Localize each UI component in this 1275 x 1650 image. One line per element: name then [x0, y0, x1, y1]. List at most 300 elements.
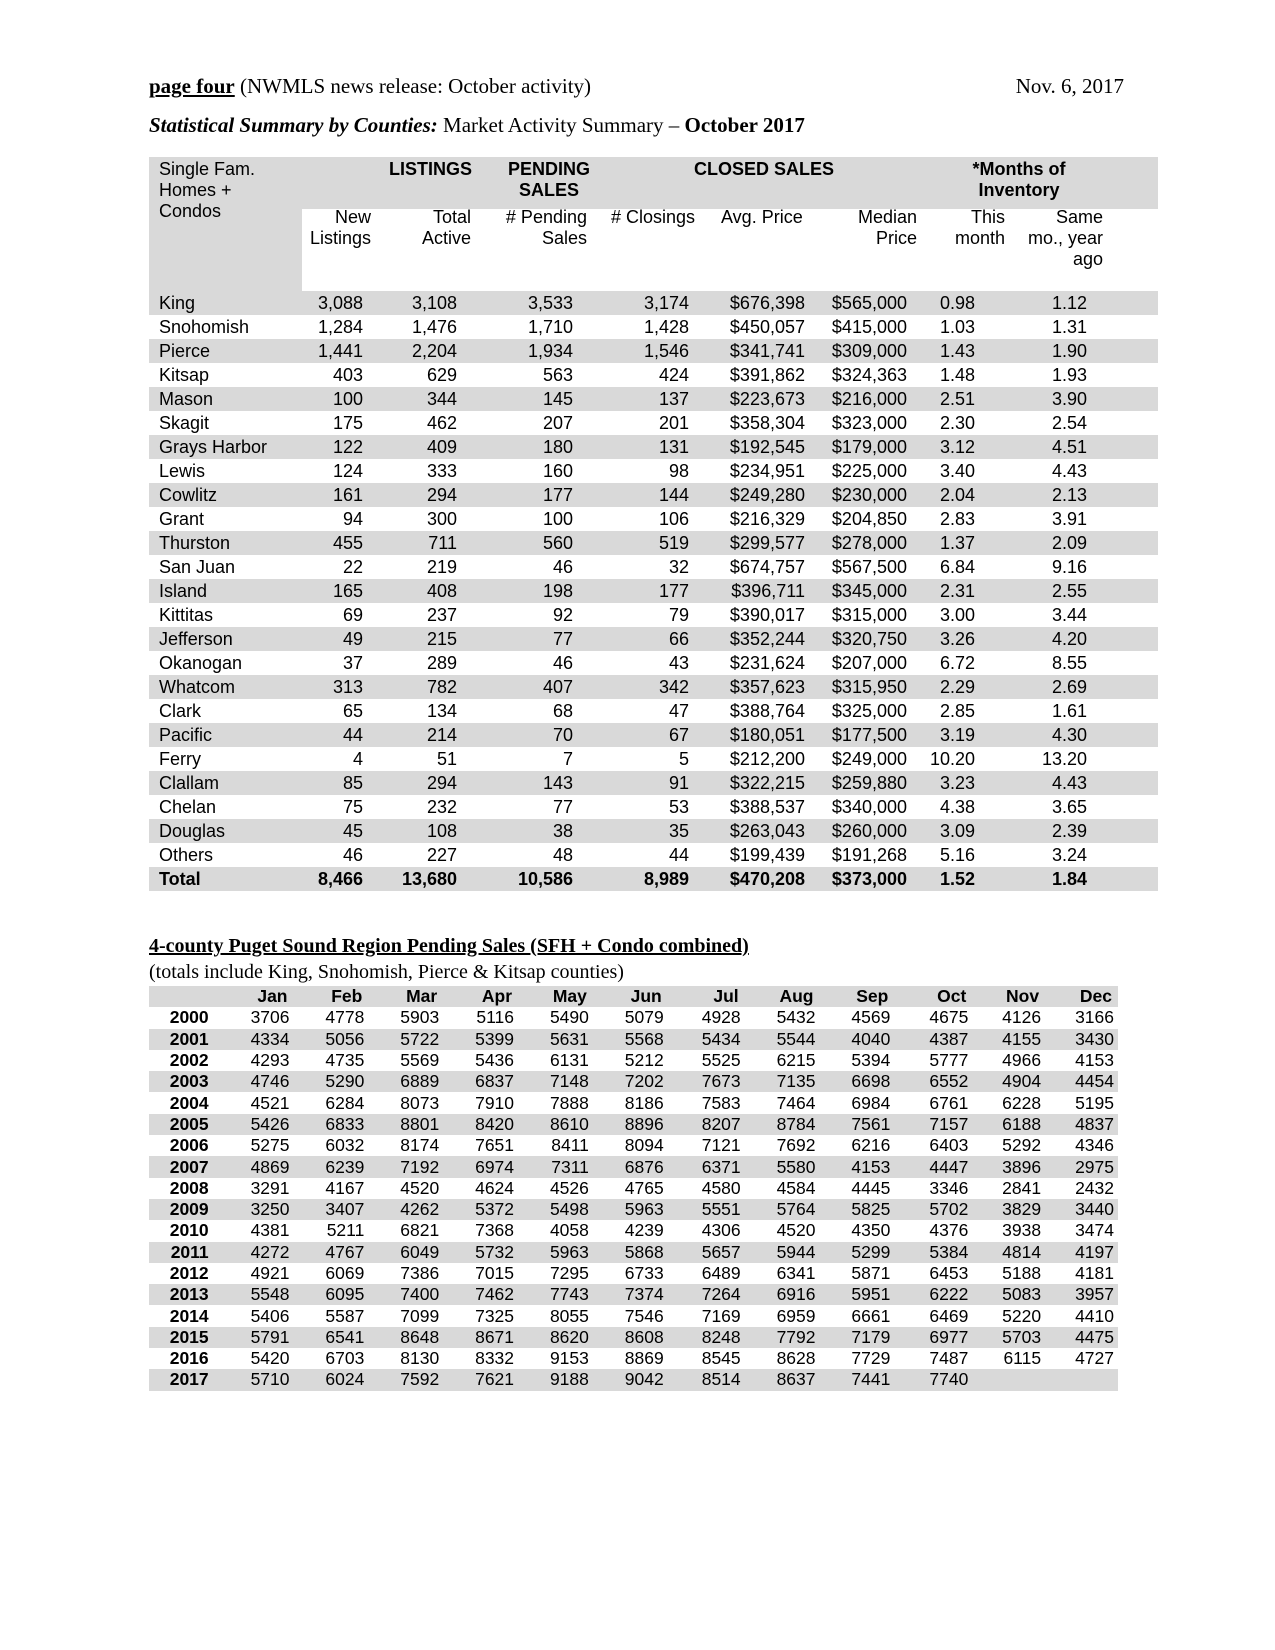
month-header: May [518, 986, 593, 1007]
pending-count: 6489 [701, 1263, 741, 1283]
row-filler [1099, 555, 1158, 579]
pending-count: 6403 [929, 1135, 969, 1156]
cell-value: 180 [471, 435, 587, 459]
pending-count: 6216 [851, 1135, 891, 1156]
pending-count: 7148 [518, 1071, 593, 1092]
cell-value: 1,441 [289, 339, 371, 363]
pending-count: 4746 [219, 1071, 294, 1092]
pending-count: 7368 [475, 1220, 515, 1241]
cell-value: 67 [587, 723, 703, 747]
year-label: 2003 [149, 1071, 219, 1092]
year-label: 2005 [149, 1114, 219, 1135]
cell-value: $315,000 [831, 605, 907, 625]
row-filler [1099, 315, 1158, 339]
pending-count: 3938 [1002, 1220, 1042, 1241]
table1-title [149, 113, 805, 138]
pending-count: 3440 [1045, 1199, 1118, 1220]
pending-count: 6131 [549, 1050, 589, 1071]
pending-count: 7464 [776, 1092, 816, 1113]
pending-count: 4520 [776, 1220, 816, 1241]
pending-count: 6761 [929, 1092, 969, 1113]
county-name: Jefferson [149, 627, 289, 651]
county-name: Lewis [159, 461, 206, 481]
pending-count [1045, 1369, 1118, 1390]
cell-value: 175 [332, 413, 363, 433]
cell-value: 289 [426, 653, 457, 673]
pending-count: 6733 [624, 1263, 664, 1283]
pending-count: 4167 [325, 1177, 365, 1198]
cell-value: 2.83 [939, 509, 975, 529]
cell-value: 137 [587, 387, 703, 411]
county-summary-header [149, 157, 1158, 291]
county-name: Mason [149, 387, 289, 411]
pending-count: 7121 [701, 1135, 741, 1156]
pending-count: 4904 [972, 1071, 1045, 1092]
row-filler [1099, 675, 1158, 699]
pending-count: 7592 [368, 1369, 443, 1390]
cell-value: 47 [668, 701, 689, 721]
pending-count: 4966 [1002, 1050, 1042, 1071]
cell-value: 2.85 [939, 701, 975, 721]
pending-count: 4580 [701, 1177, 741, 1198]
county-name: Kittitas [159, 605, 214, 625]
pending-count: 7561 [820, 1114, 895, 1135]
cell-value: 5.16 [939, 845, 975, 865]
pending-count: 5399 [443, 1029, 518, 1050]
cell-value: 3.40 [939, 461, 975, 481]
cell-value: $260,000 [809, 819, 917, 843]
pending-count: 4306 [701, 1220, 741, 1241]
row-filler [1099, 747, 1158, 771]
pending-count: 8174 [400, 1135, 440, 1156]
cell-value: $357,623 [703, 675, 809, 699]
pending-count: 6095 [294, 1284, 369, 1305]
cell-value: 94 [342, 509, 363, 529]
month-header: Oct [894, 986, 972, 1007]
pending-count: 5963 [593, 1199, 668, 1220]
month-header: Apr [443, 986, 518, 1007]
year-label: 2010 [169, 1220, 209, 1241]
subheader-line: Price [875, 228, 917, 248]
pending-count: 5436 [475, 1050, 515, 1071]
cell-value: 51 [436, 749, 457, 769]
cell-value: 782 [371, 675, 471, 699]
pending-count: 7192 [368, 1156, 443, 1177]
cell-value: 344 [371, 387, 471, 411]
cell-value: $323,000 [831, 413, 907, 433]
county-row [149, 795, 1158, 819]
cell-value: 294 [371, 771, 471, 795]
pending-count: 8610 [518, 1114, 593, 1135]
cell-value: $199,439 [729, 845, 805, 865]
pending-count: 3474 [1075, 1220, 1114, 1241]
county-row [149, 627, 1158, 651]
cell-value: 3.09 [917, 819, 1003, 843]
cell-value: 35 [587, 819, 703, 843]
cell-value: 44 [289, 723, 371, 747]
county-summary-body [149, 291, 1158, 891]
pending-count: 4814 [972, 1242, 1045, 1263]
row-filler [1099, 483, 1158, 507]
cell-value: $230,000 [809, 483, 917, 507]
cell-value: 3.12 [917, 435, 1003, 459]
pending-count: 4239 [624, 1220, 664, 1241]
pending-count: 5568 [593, 1029, 668, 1050]
cell-value: 403 [332, 365, 363, 385]
cell-value: 38 [471, 819, 587, 843]
subheader-line: Total [432, 207, 471, 227]
cell-value: 10.20 [929, 749, 975, 769]
pending-count: 6024 [294, 1369, 369, 1390]
pending-count: 4921 [250, 1263, 290, 1283]
closed-sales-group-header: CLOSED SALES [694, 159, 835, 179]
pending-count: 5434 [668, 1029, 745, 1050]
year-row [149, 1369, 1118, 1390]
cell-value: 2.29 [917, 675, 1003, 699]
cell-value: $212,200 [729, 749, 805, 769]
pending-count: 4520 [400, 1177, 440, 1198]
cell-value: 134 [426, 701, 457, 721]
cell-value: 75 [342, 797, 363, 817]
month-header: Jul [668, 986, 745, 1007]
pending-count: 7374 [593, 1284, 668, 1305]
cell-value: 1.48 [939, 365, 975, 385]
pending-count: 5963 [518, 1242, 593, 1263]
pending-count: 5871 [851, 1263, 891, 1283]
year-label: 2012 [169, 1263, 209, 1283]
cell-value: 424 [658, 365, 689, 385]
pending-count: 5868 [593, 1242, 668, 1263]
cell-value: 124 [332, 461, 363, 481]
cell-value: 2.39 [1003, 819, 1099, 843]
pending-count: 8055 [549, 1305, 589, 1326]
year-label: 2001 [149, 1029, 219, 1050]
cell-value: 1.84 [1003, 867, 1099, 891]
pending-count: 4727 [1075, 1348, 1114, 1369]
cell-value: 22 [342, 557, 363, 577]
month-header-row [149, 986, 1118, 1007]
cell-value: $341,741 [703, 339, 809, 363]
cell-value: 1.31 [1051, 317, 1087, 337]
row-filler [1099, 699, 1158, 723]
pending-count: 5710 [219, 1369, 294, 1390]
row-filler [1099, 867, 1158, 891]
pending-count: 5944 [745, 1242, 820, 1263]
month-header: Feb [294, 986, 369, 1007]
year-row [149, 1156, 1118, 1177]
year-row [149, 1092, 1118, 1113]
cell-value: 462 [426, 413, 457, 433]
pending-count: 3957 [1045, 1284, 1118, 1305]
cell-value: $249,280 [703, 483, 809, 507]
cell-value: 4.38 [939, 797, 975, 817]
year-row [149, 1007, 1118, 1028]
cell-value: 342 [587, 675, 703, 699]
county-row [149, 507, 1158, 531]
row-filler [1099, 723, 1158, 747]
cell-value: 2.04 [917, 483, 1003, 507]
pending-count: 6876 [593, 1156, 668, 1177]
cell-value: 1.90 [1003, 339, 1099, 363]
cell-value: 3.23 [917, 771, 1003, 795]
listings-group-header: LISTINGS [389, 159, 473, 179]
title-bold: October 2017 [684, 113, 805, 137]
pending-count: 5732 [443, 1242, 518, 1263]
pending-count: 7792 [745, 1327, 820, 1348]
pending-count: 6889 [368, 1071, 443, 1092]
pending-count: 7169 [701, 1305, 741, 1326]
cell-value: $345,000 [809, 579, 917, 603]
pending-count: 4262 [368, 1199, 443, 1220]
pending-count: 4837 [1045, 1114, 1118, 1135]
cell-value: 214 [371, 723, 471, 747]
pending-count: 8207 [668, 1114, 745, 1135]
pending-count: 6032 [325, 1135, 365, 1156]
county-row [149, 531, 1158, 555]
pending-count: 6453 [929, 1263, 969, 1283]
cell-value: 3.65 [1051, 797, 1087, 817]
pending-count: 7487 [929, 1348, 969, 1369]
pending-count: 7325 [475, 1305, 515, 1326]
county-name: Okanogan [159, 653, 243, 673]
pending-count: 4778 [325, 1007, 365, 1028]
cell-value: $191,268 [831, 845, 907, 865]
cell-value: 1.93 [1051, 365, 1087, 385]
pending-count: 4475 [1045, 1327, 1118, 1348]
pending-count: 5777 [929, 1050, 969, 1071]
pending-count: 7295 [549, 1263, 589, 1283]
new-listings-header [289, 207, 371, 249]
cell-value: 1,710 [527, 317, 573, 337]
pending-count: 5657 [668, 1242, 745, 1263]
pending-count: 6821 [400, 1220, 440, 1241]
pending-count: 5056 [294, 1029, 369, 1050]
cell-value: 2.54 [1051, 413, 1087, 433]
cell-value: 3.00 [939, 605, 975, 625]
cell-value: $322,215 [703, 771, 809, 795]
pending-count: 5195 [1075, 1092, 1114, 1113]
cell-value: $396,711 [703, 579, 809, 603]
subheader-line: This [970, 207, 1005, 227]
pending-count: 7621 [443, 1369, 518, 1390]
pending-count: 8608 [593, 1327, 668, 1348]
pending-count: 6661 [851, 1305, 891, 1326]
pending-count: 6837 [443, 1071, 518, 1092]
row-filler [1099, 651, 1158, 675]
subheader-line: Median [857, 207, 917, 227]
cell-value: 1,284 [317, 317, 363, 337]
subheader-line: Sales [541, 228, 587, 248]
cell-value: 3.91 [1051, 509, 1087, 529]
pending-count: 3706 [250, 1007, 290, 1028]
cell-value: 1.37 [917, 531, 1003, 555]
pending-count: 7441 [820, 1369, 895, 1390]
row-filler [1099, 579, 1158, 603]
cell-value: $223,673 [703, 387, 809, 411]
row-filler [1099, 435, 1158, 459]
cell-value: 77 [471, 627, 587, 651]
year-row [149, 1029, 1118, 1050]
cell-value: $177,500 [809, 723, 917, 747]
pending-count: 3430 [1045, 1029, 1118, 1050]
closings-header: # Closings [611, 207, 696, 227]
pending-count: 4387 [894, 1029, 972, 1050]
month-header: Mar [368, 986, 443, 1007]
page-header [149, 74, 1124, 102]
pending-count: 4445 [851, 1177, 891, 1198]
pending-count: 8094 [624, 1135, 664, 1156]
pending-sales-title: 4-county Puget Sound Region Pending Sales (SFH + Condo combined) [149, 935, 749, 957]
county-row [149, 411, 1158, 435]
this-month-header [939, 207, 1005, 249]
cell-value: 2.09 [1003, 531, 1099, 555]
year-label: 2016 [169, 1348, 209, 1369]
cell-value: 69 [342, 605, 363, 625]
county-name: Total [149, 867, 289, 891]
pending-count: 5083 [972, 1284, 1045, 1305]
cell-value: 215 [371, 627, 471, 651]
cell-value: 46 [552, 557, 573, 577]
cell-value: $204,850 [831, 509, 907, 529]
cell-value: 1.03 [939, 317, 975, 337]
cell-value: 3,174 [587, 291, 703, 315]
cell-value: 201 [658, 413, 689, 433]
cell-value: $415,000 [831, 317, 907, 337]
pending-count: 5290 [294, 1071, 369, 1092]
cell-value: $676,398 [703, 291, 809, 315]
cell-value: 91 [587, 771, 703, 795]
pending-count: 6069 [325, 1263, 365, 1283]
year-rows [149, 1007, 1118, 1390]
cell-value: 98 [668, 461, 689, 481]
pending-count: 6959 [776, 1305, 816, 1326]
cell-value: $249,000 [831, 749, 907, 769]
year-row [149, 1263, 1118, 1284]
release-date: Nov. 6, 2017 [1015, 74, 1124, 98]
year-label: 2007 [149, 1156, 219, 1177]
cell-value: $179,000 [809, 435, 917, 459]
pending-count: 4928 [701, 1007, 741, 1028]
cell-value: $340,000 [831, 797, 907, 817]
cell-value: 65 [342, 701, 363, 721]
month-header: Sep [820, 986, 895, 1007]
cell-value: $216,000 [809, 387, 917, 411]
pending-count: 4675 [929, 1007, 969, 1028]
county-row [149, 603, 1158, 627]
pending-count: 6115 [1003, 1348, 1042, 1369]
row-filler [1099, 603, 1158, 627]
county-name: Clallam [149, 771, 289, 795]
cell-value: 207 [542, 413, 573, 433]
pending-count: 8130 [400, 1348, 440, 1369]
pending-count: 4624 [475, 1177, 515, 1198]
cell-value: 10,586 [471, 867, 587, 891]
cell-value: $450,057 [729, 317, 805, 337]
cell-value: 143 [471, 771, 587, 795]
pending-count: 7673 [668, 1071, 745, 1092]
pending-count: 7888 [549, 1092, 589, 1113]
pending-count: 6222 [894, 1284, 972, 1305]
cell-value: $192,545 [703, 435, 809, 459]
county-name: Ferry [159, 749, 201, 769]
county-row [149, 675, 1158, 699]
year-label: 2006 [169, 1135, 209, 1156]
pending-count: 5426 [219, 1114, 294, 1135]
cell-value: 198 [471, 579, 587, 603]
county-row [149, 555, 1158, 579]
median-price-header [829, 207, 917, 249]
year-row [149, 1050, 1118, 1071]
cell-value: 106 [658, 509, 689, 529]
cell-value: 165 [289, 579, 371, 603]
pending-count: 5569 [400, 1050, 440, 1071]
cell-value: 37 [342, 653, 363, 673]
pending-count: 7546 [624, 1305, 664, 1326]
subheader-line: Same [1055, 207, 1103, 227]
pending-count: 4767 [294, 1242, 369, 1263]
pending-group-header [489, 159, 609, 201]
pending-count: 3291 [250, 1177, 290, 1198]
pending-count: 4447 [894, 1156, 972, 1177]
county-row [149, 339, 1158, 363]
pending-count: 4454 [1045, 1071, 1118, 1092]
pending-count: 6188 [972, 1114, 1045, 1135]
pending-count: 5951 [820, 1284, 895, 1305]
cell-value: 2.13 [1003, 483, 1099, 507]
pending-count: 8801 [368, 1114, 443, 1135]
cell-value: $263,043 [703, 819, 809, 843]
month-header: Nov [972, 986, 1045, 1007]
county-row [149, 579, 1158, 603]
pending-count: 6215 [776, 1050, 816, 1071]
cell-value: 2.30 [939, 413, 975, 433]
cell-value: 2,204 [371, 339, 471, 363]
cell-value: 8,989 [587, 867, 703, 891]
cell-value: 160 [542, 461, 573, 481]
pending-count: 2432 [1075, 1177, 1114, 1198]
pending-count: 5211 [326, 1220, 365, 1241]
year-row [149, 1135, 1118, 1156]
cell-value: 6.72 [939, 653, 975, 673]
pending-sales-subtitle: (totals include King, Snohomish, Pierce & Kitsap counties) [149, 961, 624, 983]
cell-value: 85 [289, 771, 371, 795]
pending-count: 7264 [668, 1284, 745, 1305]
pending-count: 6371 [668, 1156, 745, 1177]
pending-count: 8332 [475, 1348, 515, 1369]
cell-value: 122 [289, 435, 371, 459]
row-filler [1099, 843, 1158, 867]
county-row [149, 291, 1158, 315]
county-row [149, 843, 1158, 867]
pending-count: 6541 [294, 1327, 369, 1348]
cell-value: 1.12 [1003, 291, 1099, 315]
pending-count: 5544 [745, 1029, 820, 1050]
pending-count: 7400 [368, 1284, 443, 1305]
pending-count: 5188 [1002, 1263, 1042, 1283]
cell-value: $180,051 [703, 723, 809, 747]
pending-count: 8620 [518, 1327, 593, 1348]
pending-count: 5764 [745, 1199, 820, 1220]
cell-value: 145 [471, 387, 587, 411]
pending-count: 8896 [593, 1114, 668, 1135]
cell-value: 108 [371, 819, 471, 843]
pending-count: 4410 [1075, 1305, 1114, 1326]
pending-count: 5394 [851, 1050, 891, 1071]
cell-value: 48 [552, 845, 573, 865]
year-header-blank [149, 986, 219, 1007]
cell-value: $216,329 [729, 509, 805, 529]
cell-value: 68 [552, 701, 573, 721]
